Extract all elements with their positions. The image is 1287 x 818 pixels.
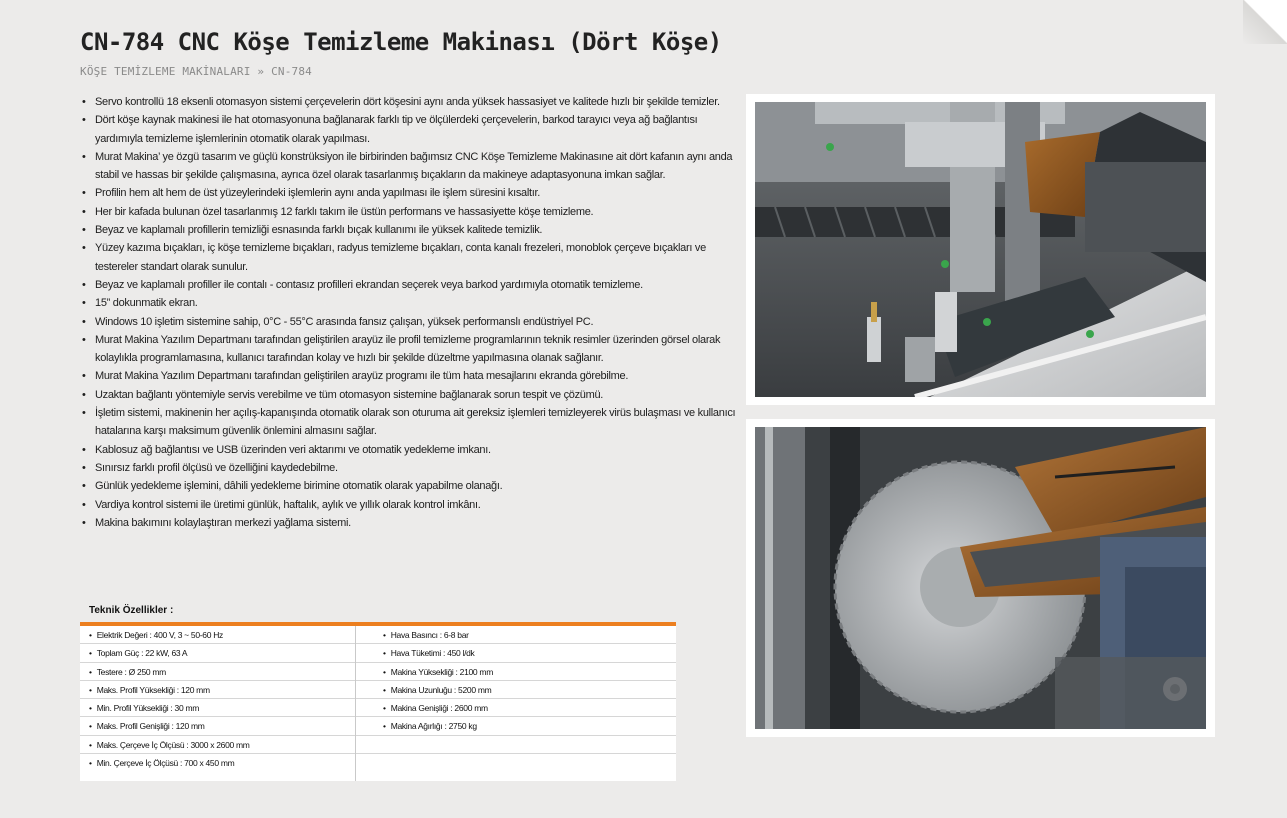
spec-value: Maks. Profil Genişliği : 120 mm (96, 721, 205, 732)
feature-item: • Sınırsız farklı profil ölçüsü ve özelliğini kaydedebilme. (80, 459, 740, 477)
feature-item: • 15” dokunmatik ekran. (80, 294, 740, 312)
spec-row (356, 754, 676, 772)
spec-row (80, 644, 355, 662)
specs-left-column (80, 626, 356, 781)
bullet: • (89, 648, 92, 659)
spec-value: Maks. Çerçeve İç Ölçüsü : 3000 x 2600 mm (96, 739, 250, 750)
spec-row (356, 699, 676, 717)
spec-value: Makina Genişliği : 2600 mm (390, 703, 488, 714)
spec-value: Hava Tüketimi : 450 l/dk (390, 648, 475, 659)
feature-item: • İşletim sistemi, makinenin her açılış-kapanışında otomatik olarak son oturuma ait gereksiz işlemleri temizleyerek virüs bulaşması ve kullanıcı hatalarına karşı maksimum güvenlik önlemini almasını sağlar. (80, 404, 740, 441)
photo-frame-top (746, 94, 1215, 405)
spec-value: Min. Çerçeve İç Ölçüsü : 700 x 450 mm (96, 758, 235, 769)
spec-row (80, 699, 355, 717)
spec-row (80, 626, 355, 644)
feature-item: • Beyaz ve kaplamalı profiller ile contalı - contasız profilleri ekrandan seçerek veya barkod yardımıyla otomatik temizleme. (80, 276, 740, 294)
photo-frame-bottom (746, 419, 1215, 737)
spec-value: Elektrik Değeri : 400 V, 3 ~ 50-60 Hz (96, 630, 223, 640)
feature-item: • Servo kontrollü 18 eksenli otomasyon sistemi çerçevelerin dört köşesini aynı anda yüksek hassasiyet ve kalitede hızlı bir şekilde temizler. (80, 93, 740, 111)
bullet: • (383, 684, 386, 695)
feature-item: • Windows 10 işletim sistemine sahip, 0°C - 55°C arasında fansız çalışan, yüksek performanslı endüstriyel PC. (80, 313, 740, 331)
breadcrumb-current: CN-784 (271, 65, 312, 78)
spec-row (80, 736, 355, 754)
cnc-cleaning-head-photo (755, 102, 1206, 397)
feature-item: • Murat Makina’ ye özgü tasarım ve güçlü konstrüksiyon ile birbirinden bağımsız CNC Köşe Temizleme Makinasıne ait dört kafanın aynı anda stabil ve hassas bir şekilde çalışmasına, ayrıca özel olarak tasarlanmış bıçakların da makineye adaptasyonuna imkan sağlar. (80, 148, 740, 185)
feature-item: • Uzaktan bağlantı yöntemiyle servis verebilme ve tüm otomasyon sistemine bağlanarak sorun tespit ve çözümü. (80, 386, 740, 404)
breadcrumb (80, 65, 312, 78)
specs-table (80, 622, 676, 781)
feature-item: • Makina bakımını kolaylaştıran merkezi yağlama sistemi. (80, 514, 740, 532)
spec-row (356, 736, 676, 754)
bullet: • (89, 684, 92, 695)
spec-value: Maks. Profil Yüksekliği : 120 mm (96, 684, 210, 695)
feature-item: • Günlük yedekleme işlemini, dâhili yedekleme birimine otomatik olarak yapabilme olanağı. (80, 477, 740, 495)
specs-right-column (356, 626, 676, 781)
bullet: • (89, 630, 92, 640)
feature-item: • Murat Makina Yazılım Departmanı tarafından geliştirilen arayüz programı ile tüm hata mesajlarını ekranda görebilme. (80, 367, 740, 385)
bullet: • (89, 666, 92, 677)
spec-row (80, 717, 355, 735)
saw-blade-photo (755, 427, 1206, 729)
bullet: • (383, 703, 386, 714)
spec-row (356, 717, 676, 735)
feature-item: • Her bir kafada bulunan özel tasarlanmış 12 farklı takım ile üstün performans ve hassasiyette köşe temizleme. (80, 203, 740, 221)
feature-list (80, 93, 740, 532)
bullet: • (89, 739, 92, 750)
feature-item: • Dört köşe kaynak makinesi ile hat otomasyonuna bağlanarak farklı tip ve ölçülerdeki çerçevelerin, barkod tarayıcı veya ağ bağlantısı yardımıyla temizleme işlemlerinin otomatik olarak yapılması. (80, 111, 740, 148)
spec-row (80, 663, 355, 681)
feature-item: • Beyaz ve kaplamalı profillerin temizliği esnasında farklı bıçak kullanımı ile yüksek kalitede temizlik. (80, 221, 740, 239)
spec-row (356, 681, 676, 699)
spec-value: Makina Ağırlığı : 2750 kg (390, 721, 477, 732)
page-corner-fold (1243, 0, 1287, 44)
specs-title: Teknik Özellikler : (89, 605, 174, 616)
bullet: • (89, 758, 92, 769)
feature-item: • Yüzey kazıma bıçakları, iç köşe temizleme bıçakları, radyus temizleme bıçakları, conta kanalı frezeleri, monoblok çerçeve bıçakları ve testereler standart olarak sunulur. (80, 239, 740, 276)
spec-row (356, 626, 676, 644)
spec-value: Toplam Güç : 22 kW, 63 A (96, 648, 188, 659)
spec-row (356, 663, 676, 681)
feature-item: • Profilin hem alt hem de üst yüzeylerindeki işlemlerin aynı anda yapılması ile işlem süresini kısaltır. (80, 184, 740, 202)
bullet: • (383, 666, 386, 677)
bullet: • (383, 721, 386, 732)
feature-item: • Vardiya kontrol sistemi ile üretimi günlük, haftalık, aylık ve yıllık olarak kontrol imkânı. (80, 496, 740, 514)
bullet: • (89, 721, 92, 732)
feature-item: • Kablosuz ağ bağlantısı ve USB üzerinden veri aktarımı ve otomatik yedekleme imkanı. (80, 441, 740, 459)
spec-value: Testere : Ø 250 mm (96, 666, 166, 677)
spec-value: Makina Uzunluğu : 5200 mm (390, 684, 492, 695)
spec-value: Hava Basıncı : 6-8 bar (390, 630, 469, 640)
breadcrumb-category-link[interactable]: KÖŞE TEMİZLEME MAKİNALARI (80, 65, 251, 78)
spec-value: Min. Profil Yüksekliği : 30 mm (96, 703, 200, 714)
bullet: • (383, 648, 386, 659)
page-title: CN-784 CNC Köşe Temizleme Makinası (Dört Köşe) (80, 28, 722, 56)
breadcrumb-separator: » (257, 65, 265, 78)
spec-row (80, 754, 355, 772)
bullet: • (383, 630, 386, 640)
spec-row (80, 681, 355, 699)
spec-value: Makina Yüksekliği : 2100 mm (390, 666, 493, 677)
bullet: • (89, 703, 92, 714)
feature-item: • Murat Makina Yazılım Departmanı tarafından geliştirilen arayüz ile profil temizleme programlarının teknik resimler üzerinden görsel olarak kolaylıkla programlamasına, kullanıcı tarafından kolay ve hızlı bir şekilde düzeltme yapılmasına olanak sağlanır. (80, 331, 740, 368)
spec-row (356, 644, 676, 662)
